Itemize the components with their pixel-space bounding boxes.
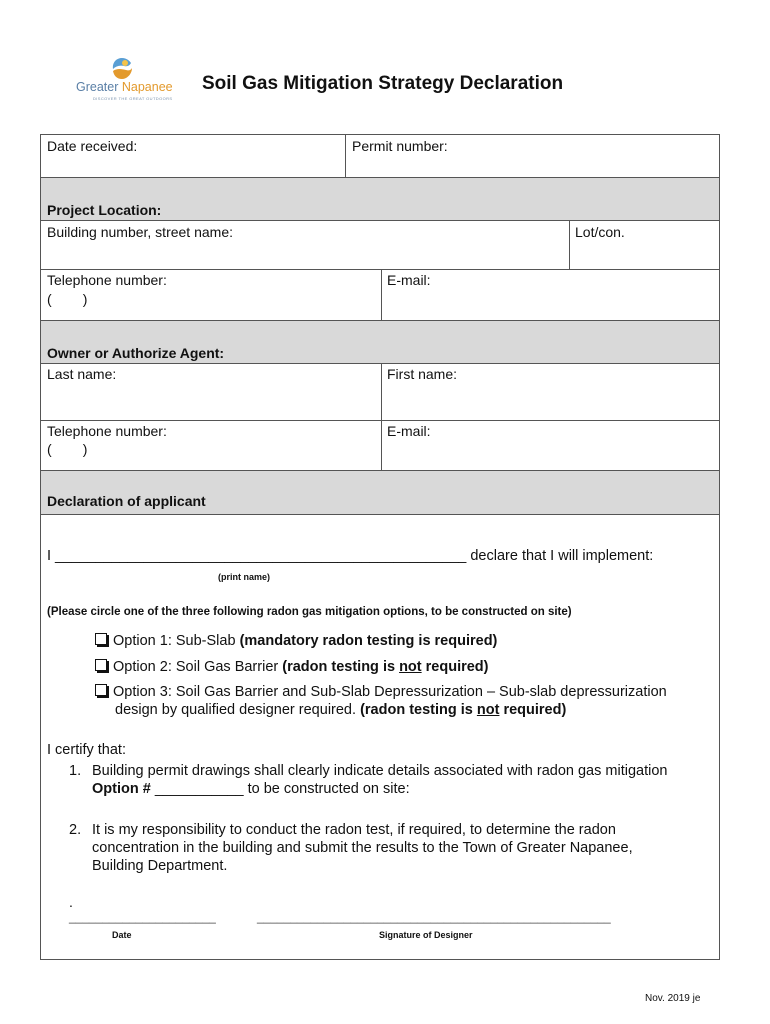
certify-item-2-line-1: It is my responsibility to conduct the radon test, if required, to determine the radon: [92, 822, 616, 838]
logo-wordmark: Greater Napanee: [76, 80, 173, 94]
phone-area-code-project: ( ): [47, 291, 88, 307]
certify-item-2-number: 2.: [69, 822, 82, 838]
telephone-field-owner[interactable]: Telephone number:: [47, 423, 167, 439]
project-location-heading: Project Location:: [47, 202, 162, 218]
print-name-caption: (print name): [218, 572, 271, 582]
circle-instruction: (Please circle one of the three following radon gas mitigation options, to be constructed on site): [47, 606, 572, 618]
date-caption: Date: [112, 930, 132, 940]
email-field-project[interactable]: E-mail:: [387, 272, 431, 288]
option-2-checkbox-icon[interactable]: [95, 659, 107, 671]
signature-dot: .: [69, 894, 73, 910]
town-logo-icon: [110, 56, 134, 82]
option-3-continued: design by qualified designer required. (radon testing is not required): [115, 702, 567, 718]
option-2[interactable]: Option 2: Soil Gas Barrier (radon testing is not required): [95, 659, 489, 675]
date-received-field[interactable]: Date received:: [47, 138, 138, 154]
last-name-field[interactable]: Last name:: [47, 366, 117, 382]
permit-number-field[interactable]: Permit number:: [352, 138, 448, 154]
certify-item-1-text: Building permit drawings shall clearly indicate details associated with radon gas mitigation: [92, 763, 668, 779]
phone-area-code-owner: ( ): [47, 441, 88, 457]
telephone-field-project[interactable]: Telephone number:: [47, 272, 167, 288]
date-signature-line[interactable]: ______________________: [69, 910, 216, 924]
logo-tagline: DISCOVER THE GREAT OUTDOORS: [93, 96, 173, 101]
building-street-field[interactable]: Building number, street name:: [47, 224, 233, 240]
owner-heading: Owner or Authorize Agent:: [47, 345, 225, 361]
option-1[interactable]: Option 1: Sub-Slab (mandatory radon testing is required): [95, 633, 497, 649]
declaration-heading: Declaration of applicant: [47, 493, 206, 509]
lot-con-field[interactable]: Lot/con.: [575, 224, 625, 240]
option-3[interactable]: Option 3: Soil Gas Barrier and Sub-Slab Depressurization – Sub-slab depressurization: [95, 684, 667, 700]
version-footer: Nov. 2019 je: [645, 993, 701, 1004]
certify-item-1-number: 1.: [69, 763, 82, 779]
email-field-owner[interactable]: E-mail:: [387, 423, 431, 439]
certify-item-2-line-2: concentration in the building and submit the results to the Town of Greater Napanee,: [92, 840, 633, 856]
signature-caption: Signature of Designer: [379, 930, 473, 940]
designer-signature-line[interactable]: _____________________________________________________: [257, 910, 611, 924]
page-title: Soil Gas Mitigation Strategy Declaration: [202, 73, 564, 94]
first-name-field[interactable]: First name:: [387, 366, 458, 382]
declaration-name-line[interactable]: I ___________________________________________________ declare that I will implement:: [47, 548, 654, 564]
certify-heading: I certify that:: [47, 742, 126, 758]
certify-item-1-option[interactable]: Option # ___________ to be constructed on site:: [92, 781, 410, 797]
option-3-checkbox-icon[interactable]: [95, 684, 107, 696]
certify-item-2-line-3: Building Department.: [92, 858, 228, 874]
option-1-checkbox-icon[interactable]: [95, 633, 107, 645]
